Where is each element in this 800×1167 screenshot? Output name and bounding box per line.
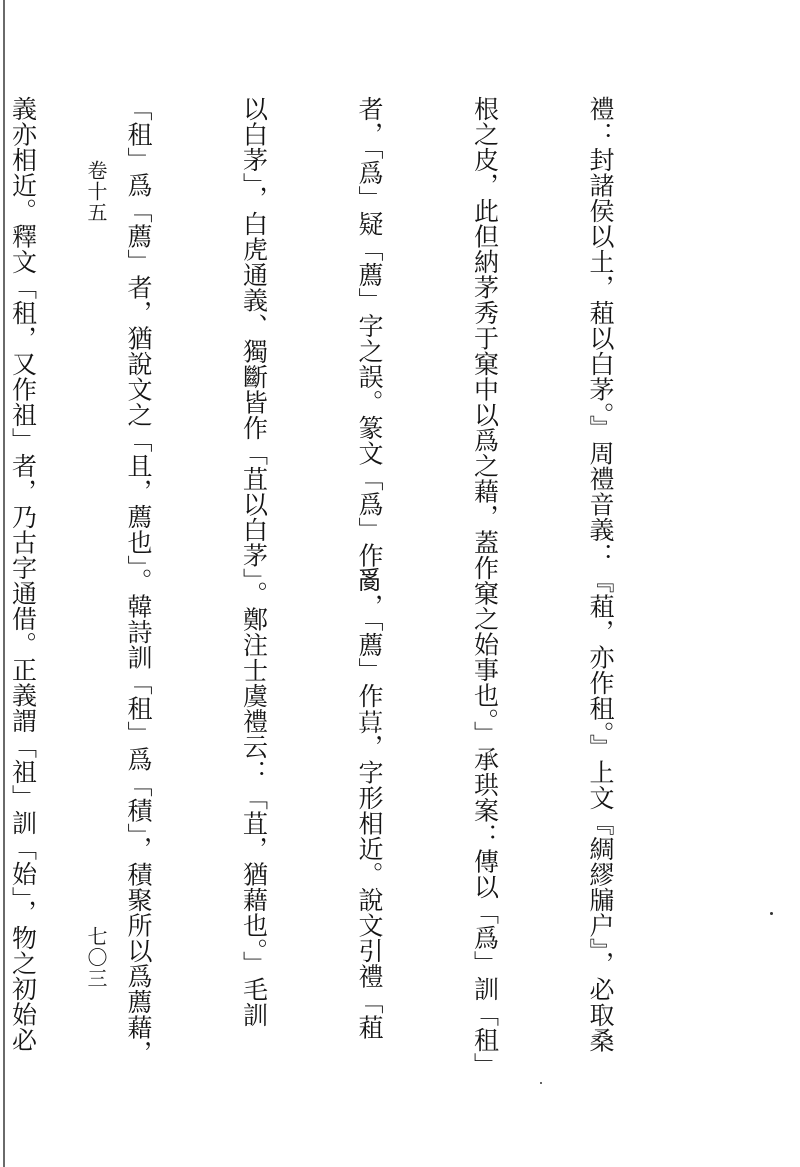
scan-speck bbox=[770, 912, 773, 915]
text-column: 禮：封諸侯以土，蒩以白茅。』周禮音義：『蒩，亦作租。』上文『綢繆牖户』，必取桑 bbox=[586, 96, 615, 1053]
text-column: 根之皮，此但納茅秀于窠中以爲之藉，蓋作窠之始事也。」承珙案：傳以「爲」訓「租」 bbox=[470, 96, 500, 1078]
text-column: 義亦相近。釋文「租，又作祖」者，乃古字通借。正義謂「祖」訓「始」，物之初始必 bbox=[8, 96, 38, 1053]
text-column: 「租」爲「薦」者，猶說文之「且，薦也」。韓詩訓「租」爲「積」，積聚所以爲薦藉， bbox=[124, 96, 153, 1066]
scan-speck bbox=[540, 1082, 542, 1084]
chapter-header: 卷十五 bbox=[84, 160, 108, 223]
text-column: 以白茅」，白虎通義、獨斷皆作「苴以白茅」。鄭注士虞禮云：「苴，猶藉也。」毛訓 bbox=[239, 96, 269, 1028]
text-column: 者，「爲」疑「薦」字之誤。篆文「爲」作𤔔，「薦」作𦱤，字形相近。說文引禮「蒩 bbox=[355, 96, 384, 1040]
page-number: 七〇三 bbox=[84, 926, 108, 989]
